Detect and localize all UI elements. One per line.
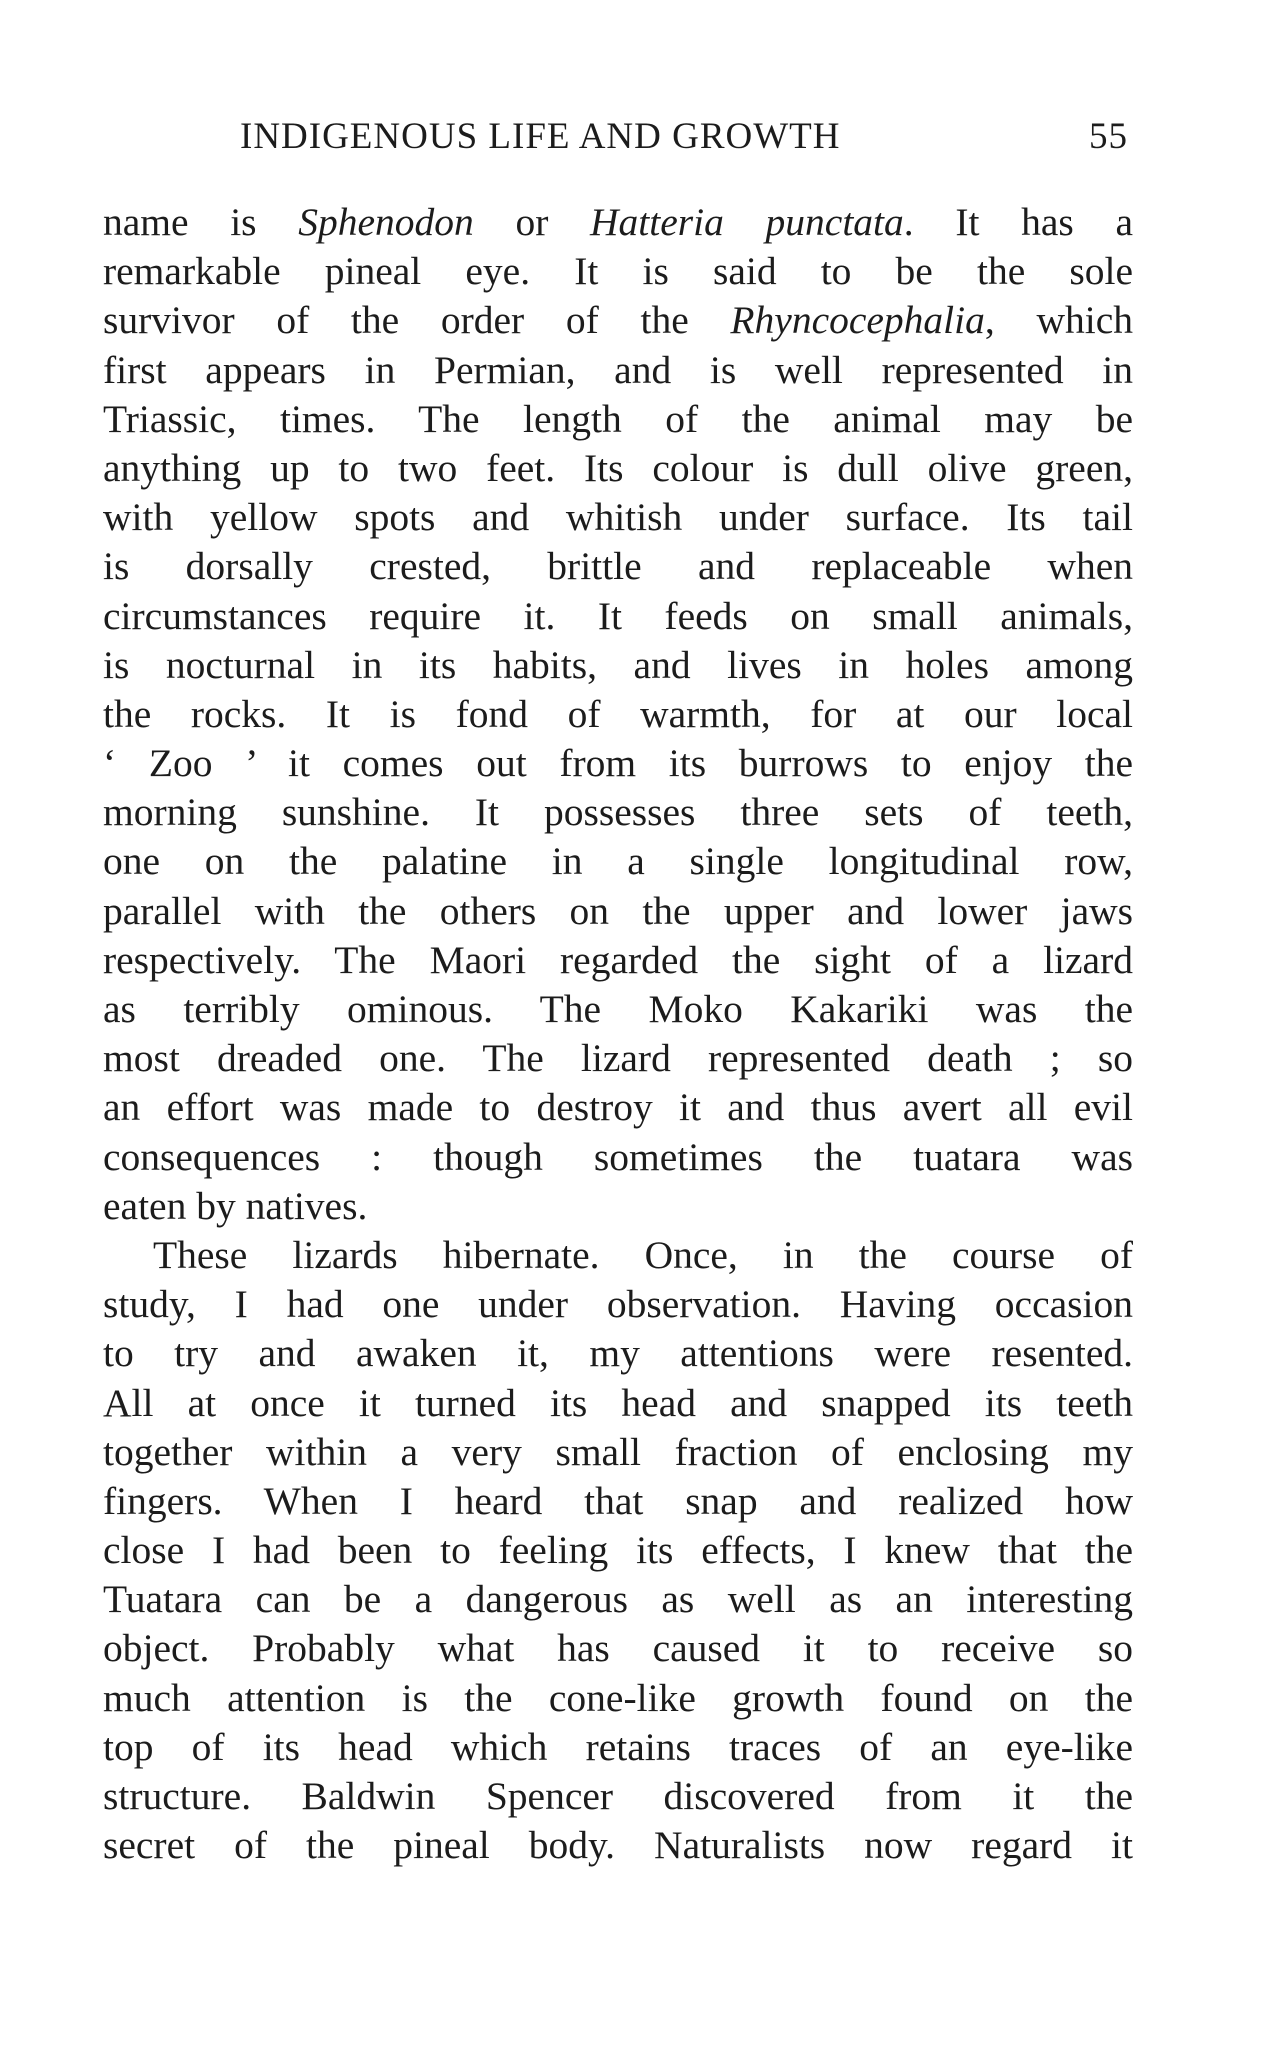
text-line: much attention is the cone-like growth found on the: [103, 1675, 1133, 1720]
text-line: as terribly ominous. The Moko Kakariki was the: [103, 987, 1133, 1031]
text-line: close I had been to feeling its effects, I knew that the: [103, 1528, 1133, 1573]
text-line: object. Probably what has caused it to receive so: [103, 1626, 1133, 1671]
text-line: anything up to two feet. Its colour is dull olive green,: [103, 445, 1133, 490]
text-line: Triassic, times. The length of the animal may be: [103, 396, 1133, 441]
text-line: parallel with the others on the upper and lower jaws: [103, 888, 1133, 933]
text-line: together within a very small fraction of enclosing my: [103, 1429, 1133, 1474]
text-line: top of its head which retains traces of an eye-like: [103, 1724, 1133, 1769]
scientific-name: Hatteria punctata: [590, 200, 904, 244]
text-line: respectively. The Maori regarded the sight of a lizard: [103, 937, 1133, 982]
text-line: to try and awaken it, my attentions were resented.: [103, 1331, 1133, 1376]
text-line: survivor of the order of the Rhyncocephalia, which: [103, 298, 1133, 343]
text-line: one on the palatine in a single longitudinal row,: [103, 839, 1133, 884]
text-line: All at once it turned its head and snapped its teeth: [103, 1380, 1133, 1425]
text-line: is dorsally crested, brittle and replaceable when: [103, 544, 1133, 589]
text-line: most dreaded one. The lizard represented death ; so: [103, 1036, 1133, 1081]
running-head: [240, 112, 1128, 162]
text-line: first appears in Permian, and is well represented in: [103, 347, 1133, 392]
text-line: ‘ Zoo ’ it comes out from its burrows to enjoy the: [103, 741, 1133, 786]
text-line: morning sunshine. It possesses three sets of teeth,: [103, 790, 1133, 835]
text-line: remarkable pineal eye. It is said to be the sole: [103, 249, 1133, 294]
text-line: consequences : though sometimes the tuatara was: [103, 1134, 1133, 1179]
page-number: 55: [1089, 116, 1128, 157]
text-line: Tuatara can be a dangerous as well as an interesting: [103, 1577, 1133, 1622]
paragraph: [103, 198, 1133, 1231]
text-line: is nocturnal in its habits, and lives in holes among: [103, 642, 1133, 687]
text-line: eaten by natives.: [103, 1183, 368, 1228]
text-line: an effort was made to destroy it and thus avert all evil: [103, 1085, 1133, 1130]
text-line: fingers. When I heard that snap and realized how: [103, 1478, 1133, 1523]
body-text: [103, 198, 1133, 1870]
scientific-name: Sphenodon: [298, 200, 474, 244]
text-line: the rocks. It is fond of warmth, for at our local: [103, 691, 1133, 736]
text-line: These lizards hibernate. Once, in the course of: [153, 1232, 1133, 1277]
text-line: structure. Baldwin Spencer discovered from it the: [103, 1774, 1133, 1818]
text-line: study, I had one under observation. Having occasion: [103, 1282, 1133, 1327]
scientific-name: Rhyncocephalia: [730, 298, 985, 343]
paragraph: [103, 1231, 1133, 1870]
text-line: circumstances require it. It feeds on small animals,: [103, 593, 1133, 638]
text-line: name is Sphenodon or Hatteria punctata. It has a: [103, 200, 1133, 244]
text-line: secret of the pineal body. Naturalists now regard it: [103, 1823, 1133, 1868]
running-title: INDIGENOUS LIFE AND GROWTH: [240, 116, 841, 157]
text-line: with yellow spots and whitish under surface. Its tail: [103, 495, 1133, 540]
